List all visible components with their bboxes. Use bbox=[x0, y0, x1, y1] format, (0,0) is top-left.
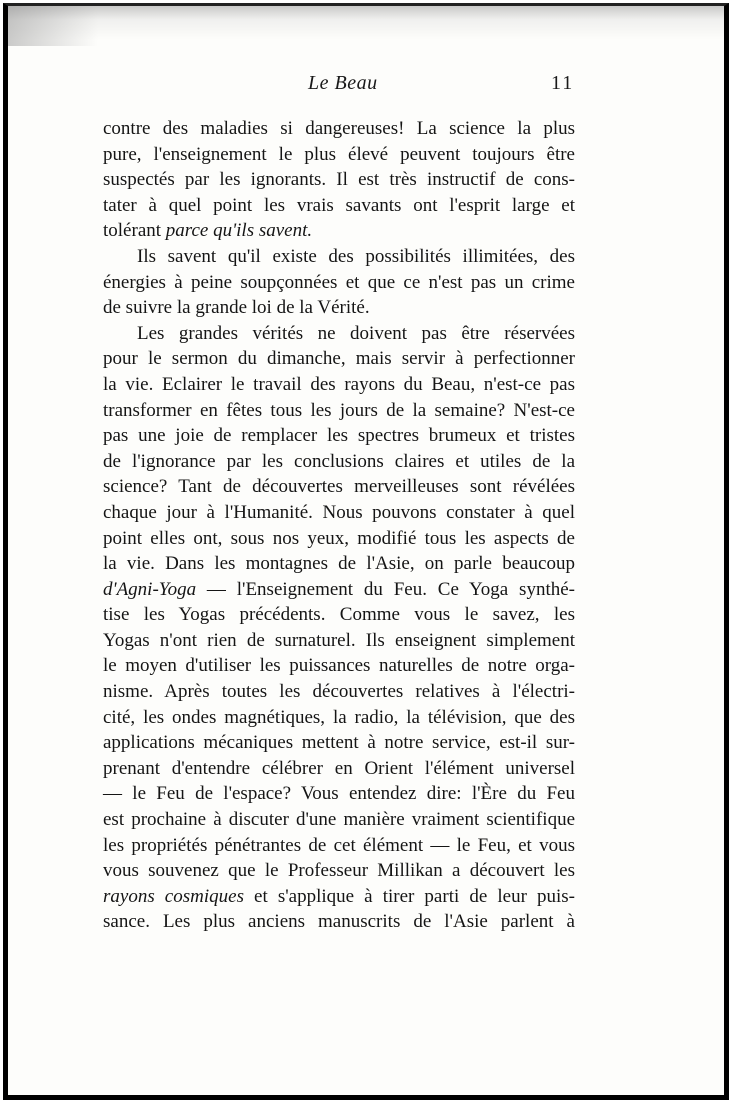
italic-phrase: parce qu'ils savent. bbox=[165, 220, 313, 242]
text-line: Les grandes vérités ne doivent pas être réservées bbox=[137, 322, 575, 344]
text-line: la vie. Dans les montagnes de l'Asie, on parle beaucoup bbox=[103, 553, 575, 575]
text-line: transformer en fêtes tous les jours de la semaine? N'est-ce bbox=[103, 399, 575, 421]
text-line: énergies à peine soupçonnées et que ce n'est pas un crime bbox=[103, 271, 575, 293]
text-line: de l'ignorance par les conclusions claires et utiles de la bbox=[103, 450, 575, 472]
text-line: science? Tant de découvertes merveilleuses sont révélées bbox=[103, 476, 575, 498]
text-line bbox=[103, 218, 575, 244]
text-line: Ils savent qu'il existe des possibilités illimitées, des bbox=[137, 245, 575, 267]
text-line: Yogas n'ont rien de surnaturel. Ils enseignent simplement bbox=[103, 629, 575, 651]
scan-speckle-corner bbox=[8, 6, 98, 46]
text-line: la vie. Eclairer le travail des rayons du Beau, n'est-ce pas bbox=[103, 373, 575, 395]
page-number: 11 bbox=[551, 72, 575, 94]
text-line: prenant d'entendre célébrer en Orient l'élément universel bbox=[103, 757, 575, 779]
running-title: Le Beau bbox=[308, 72, 378, 94]
text-line: contre des maladies si dangereuses! La science la plus bbox=[103, 118, 575, 139]
text-line: — le Feu de l'espace? Vous entendez dire: l'Ère du Feu bbox=[103, 783, 575, 805]
text-line: les propriétés pénétrantes de cet élément — le Feu, et vous bbox=[103, 834, 575, 856]
text-line: chaque jour à l'Humanité. Nous pouvons constater à quel bbox=[103, 501, 575, 523]
text-line: est prochaine à discuter d'une manière vraiment scientifique bbox=[103, 809, 575, 831]
italic-phrase: rayons cosmiques bbox=[103, 885, 244, 907]
text-line: de suivre la grande loi de la Vérité. bbox=[103, 297, 370, 319]
text-line: le moyen d'utiliser les puissances naturelles de notre orga- bbox=[103, 655, 575, 677]
text-line: sance. Les plus anciens manuscrits de l'Asie parlent à bbox=[103, 911, 575, 933]
text-line: point elles ont, sous nos yeux, modifié tous les aspects de bbox=[103, 527, 575, 549]
text-line: nisme. Après toutes les découvertes relatives à l'électri- bbox=[103, 681, 575, 703]
text-line: tise les Yogas précédents. Comme vous le savez, les bbox=[103, 604, 575, 626]
italic-phrase: d'Agni-Yoga bbox=[103, 578, 197, 600]
text-line: pure, l'enseignement le plus élevé peuvent toujours être bbox=[103, 143, 575, 165]
text-line: suspectés par les ignorants. Il est très instructif de cons- bbox=[103, 169, 575, 191]
text-run: — l'Enseignement du Feu. Ce Yoga synthé- bbox=[196, 578, 575, 600]
text-line: tater à quel point les vrais savants ont l'esprit large et bbox=[103, 194, 575, 216]
text-line bbox=[103, 884, 575, 910]
text-line: pas une joie de remplacer les spectres brumeux et tristes bbox=[103, 425, 575, 447]
text-run: et s'applique à tirer parti de leur puis- bbox=[243, 885, 575, 907]
text-run: tolérant bbox=[103, 220, 166, 242]
text-line bbox=[103, 577, 575, 603]
text-line: vous souvenez que le Professeur Millikan a découvert les bbox=[103, 860, 575, 882]
scan-speckle-top bbox=[8, 6, 724, 40]
running-head bbox=[0, 72, 737, 100]
text-line: cité, les ondes magnétiques, la radio, la télévision, que des bbox=[103, 706, 575, 728]
body-text bbox=[103, 116, 575, 935]
text-line: pour le sermon du dimanche, mais servir à perfectionner bbox=[103, 348, 575, 370]
text-line: applications mécaniques mettent à notre service, est-il sur- bbox=[103, 732, 575, 754]
